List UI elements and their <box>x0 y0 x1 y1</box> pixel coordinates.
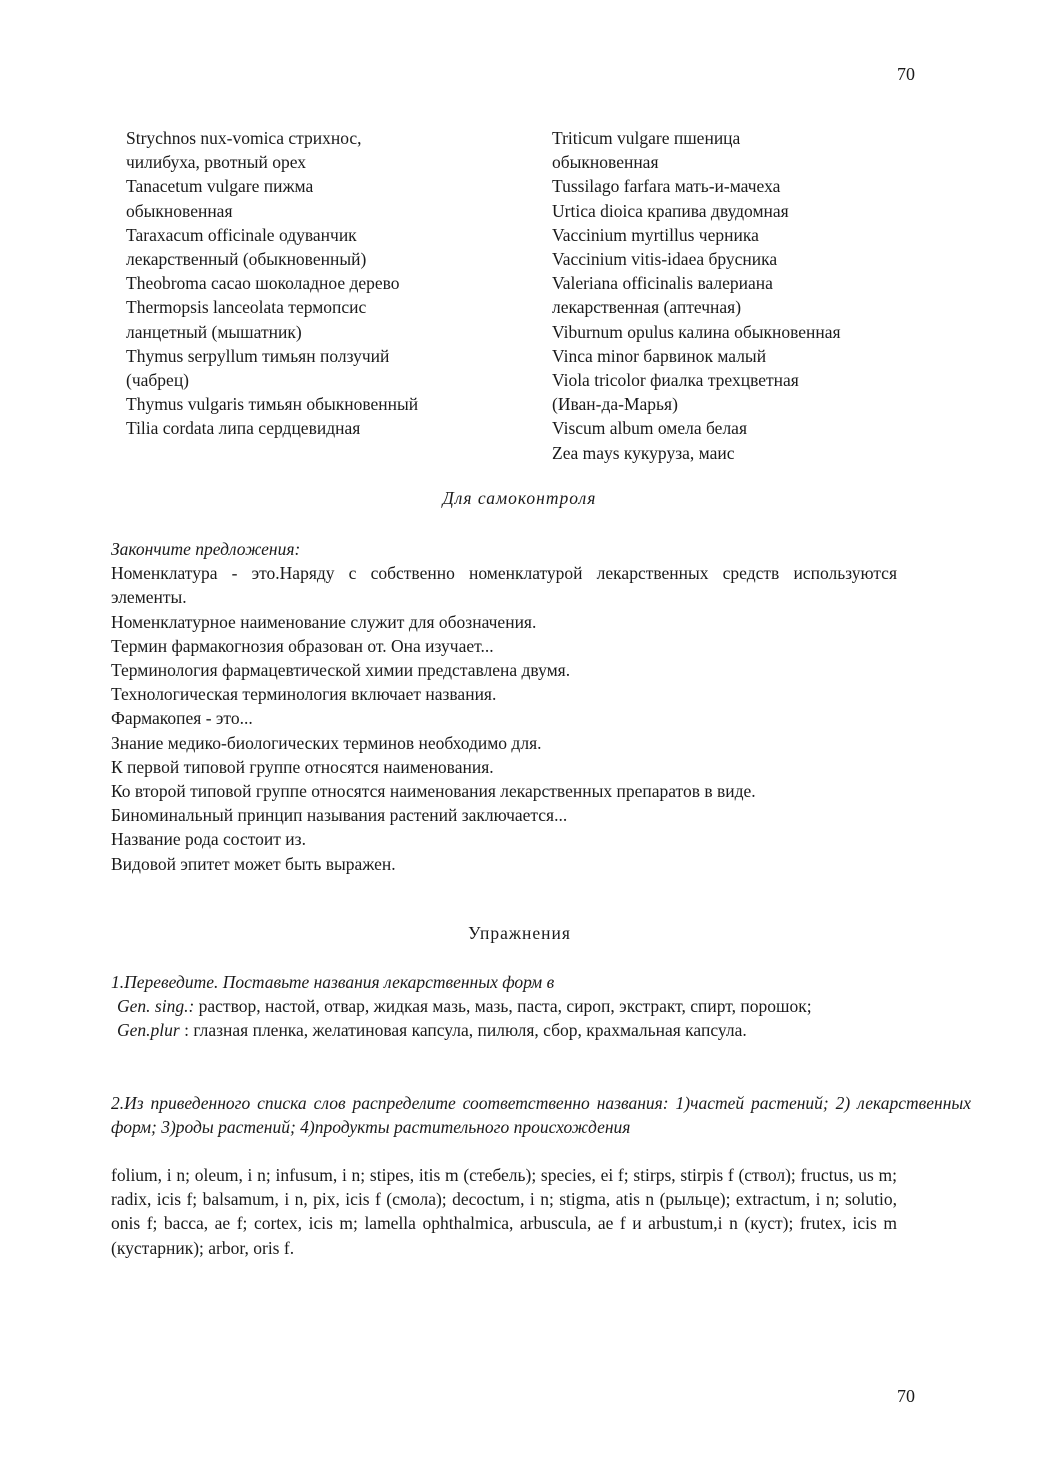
plant-entry: Zea mays кукуруза, маис <box>552 442 735 463</box>
plant-entry: Vaccinium myrtillus черника <box>552 224 759 245</box>
gen-plur-text: : глазная пленка, желатиновая капсула, пилюля, сбор, крахмальная капсула. <box>184 1020 747 1041</box>
self-control-instruction: Закончите предложения: <box>111 539 301 559</box>
sentence: Знание медико-биологических терминов необходимо для. <box>111 732 542 753</box>
self-control-section <box>111 537 897 876</box>
plant-entry: лекарственный (обыкновенный) <box>126 249 367 270</box>
sentence: Номенклатура - это.Наряду с собственно номенклатурой лекарственных средств используются элементы. <box>111 563 897 608</box>
sentence: Технологическая терминология включает названия. <box>111 684 497 705</box>
plant-entry: Thymus vulgaris тимьян обыкновенный <box>126 394 419 415</box>
plant-entry: Viola tricolor фиалка трехцветная <box>552 370 799 391</box>
exercise-1-title: 1.Переведите. Поставьте названия лекарственных форм в <box>111 972 555 992</box>
sentence: Название рода состоит из. <box>111 829 306 850</box>
plant-entry: обыкновенная <box>552 152 659 173</box>
plant-entry: Tilia cordata липа сердцевидная <box>126 418 361 439</box>
plant-entry: (Иван-да-Марья) <box>552 394 678 415</box>
plant-entry: Tussilago farfara мать-и-мачеха <box>552 176 781 197</box>
plant-entry: Theobroma cacao шоколадное дерево <box>126 273 400 294</box>
exercise-2-words <box>111 1163 897 1260</box>
plant-entry: Urtica dioica крапива двудомная <box>552 200 789 221</box>
sentence: Видовой эпитет может быть выражен. <box>111 853 396 874</box>
page-number-top: 70 <box>897 64 915 84</box>
plant-list-left-column <box>126 126 526 441</box>
plant-entry: чилибуха, рвотный орех <box>126 152 306 173</box>
exercise-2 <box>111 1091 971 1139</box>
gen-sing-label: Gen. sing.: <box>117 996 195 1017</box>
sentence: Номенклатурное наименование служит для обозначения. <box>111 611 537 632</box>
plant-entry: лекарственная (аптечная) <box>552 297 742 318</box>
exercise-1-singular <box>111 994 897 1018</box>
gen-plur-label: Gen.plur <box>117 1020 180 1041</box>
gen-sing-text: раствор, настой, отвар, жидкая мазь, мазь, паста, сироп, экстракт, спирт, порошок; <box>198 996 812 1017</box>
plant-entry: Strychnos nux-vomica стрихнос, <box>126 128 362 148</box>
plant-list-right-column <box>552 126 952 465</box>
plant-entry: Vinca minor барвинок малый <box>552 345 767 366</box>
plant-entry: обыкновенная <box>126 200 233 221</box>
plant-entry: Thermopsis lanceolata термопсис <box>126 297 367 318</box>
plant-entry: Taraxacum officinale одуванчик <box>126 224 357 245</box>
page-number-bottom: 70 <box>897 1386 915 1406</box>
plant-entry: Viscum album омела белая <box>552 418 748 439</box>
sentence: Терминология фармацевтической химии представлена двумя. <box>111 660 571 681</box>
sentence: Биноминальный принцип называния растений заключается... <box>111 805 568 826</box>
sentence: Фармакопея - это... <box>111 708 253 729</box>
plant-entry: Tanacetum vulgare пижма <box>126 176 314 197</box>
plant-entry: (чабрец) <box>126 370 190 391</box>
sentence: К первой типовой группе относятся наименования. <box>111 756 494 777</box>
plant-entry: Vaccinium vitis-idaea брусника <box>552 249 778 270</box>
exercise-1 <box>111 970 897 1043</box>
sentence: Ко второй типовой группе относятся наименования лекарственных препаратов в виде. <box>111 781 756 802</box>
exercise-2-word-list: folium, i n; oleum, i n; infusum, i n; stipes, itis m (стебель); species, ei f; stirps, stirpis f (ствол); fructus, us m; radix, icis f; balsamum, i n, pix, icis f (смола); decoctum, i n; stigma, atis n (рыльце); extractum, i n; solutio, onis f; bacca, ae f; cortex, icis m; lamella ophthalmica, arbuscula, ae f и arbustum,i n (куст); frutex, icis m (кустарник); arbor, oris f. <box>111 1165 897 1258</box>
self-control-heading: Для самоконтроля <box>442 488 597 508</box>
exercise-2-title: 2.Из приведенного списка слов распределите соответственно названия: 1)частей растений; 2) лекарственных форм; 3)роды растений; 4)продукты растительного происхождения <box>111 1093 971 1138</box>
plant-entry: ланцетный (мышатник) <box>126 321 302 342</box>
plant-entry: Triticum vulgare пшеница <box>552 128 741 148</box>
plant-entry: Thymus serpyllum тимьян ползучий <box>126 345 390 366</box>
sentence: Термин фармакогнозия образован от. Она изучает... <box>111 635 494 656</box>
exercises-heading: Упражнения <box>468 923 571 943</box>
plant-entry: Viburnum opulus калина обыкновенная <box>552 321 841 342</box>
plant-entry: Valeriana officinalis валериана <box>552 273 773 294</box>
exercise-1-plural <box>111 1018 897 1042</box>
